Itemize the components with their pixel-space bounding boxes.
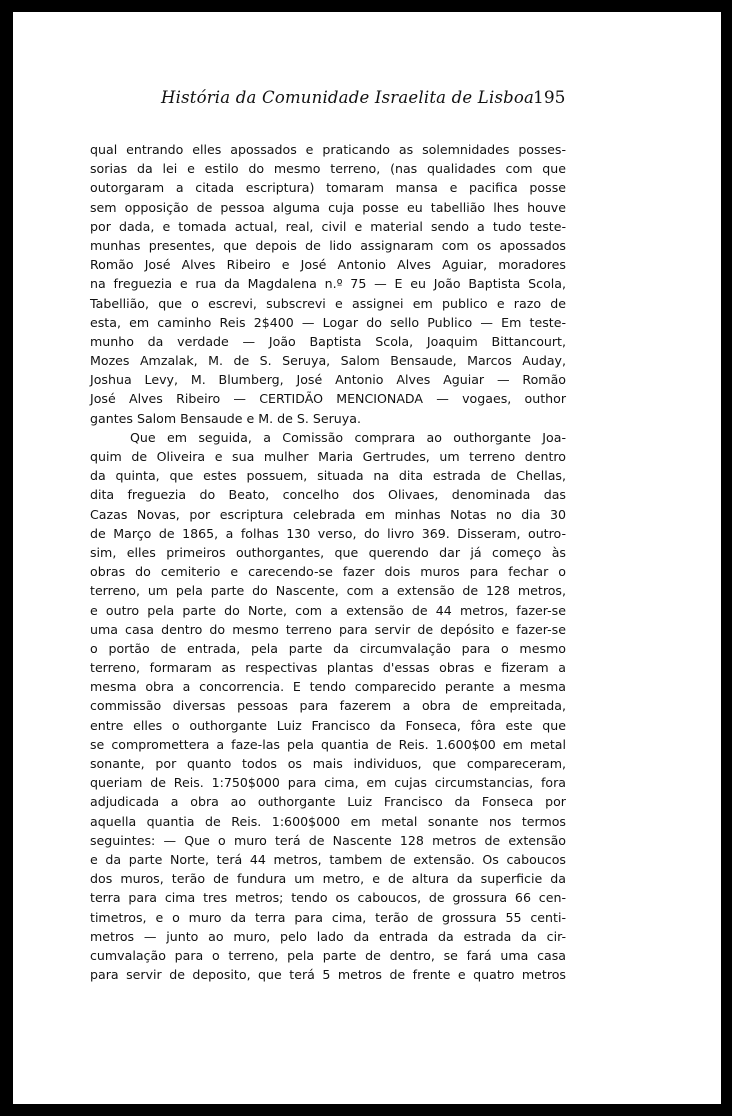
text-line: uma casa dentro do mesmo terreno para servir de depósito e fazer-se — [90, 621, 566, 637]
text-line: terreno, um pela parte do Nascente, com a extensão de 128 metros, — [90, 583, 566, 599]
text-line: Tabellião, que o escrevi, subscrevi e assignei em publico e razo de — [90, 295, 566, 311]
scanned-page — [13, 12, 721, 1104]
text-line: adjudicada a obra ao outhorgante Luiz Francisco da Fonseca por — [90, 794, 566, 810]
text-line: terra para cima tres metros; tendo os caboucos, de grossura 66 cen- — [90, 890, 566, 906]
text-line: esta, em caminho Reis 2$400 — Logar do sello Publico — Em teste- — [90, 314, 566, 330]
text-line: munho da verdade — João Baptista Scola, Joaquim Bittancourt, — [90, 333, 566, 349]
text-line: sonante, por quanto todos os mais individuos, que compareceram, — [90, 756, 566, 771]
text-line: sorias da lei e estilo do mesmo terreno, (nas qualidades com que — [90, 161, 566, 177]
text-line: quim de Oliveira e sua mulher Maria Gertrudes, um terreno dentro — [90, 449, 566, 464]
text-line: obras do cemiterio e carecendo-se fazer dois muros para fechar o — [90, 564, 566, 580]
page-header — [13, 88, 721, 116]
text-line: terreno, formaram as respectivas plantas d'essas obras e fizeram a — [90, 660, 566, 676]
text-line: gantes Salom Bensaude e M. de S. Seruya. — [90, 410, 361, 426]
text-line: queriam de Reis. 1:750$000 para cima, em cujas circumstancias, fora — [90, 775, 566, 791]
text-line: da quinta, que estes possuem, situada na dita estrada de Chellas, — [90, 468, 566, 484]
text-line: de Março de 1865, a folhas 130 verso, do livro 369. Disseram, outro- — [90, 525, 566, 541]
text-line: qual entrando elles apossados e praticando as solemnidades posses- — [90, 142, 566, 157]
paragraph — [90, 140, 566, 428]
text-line: Cazas Novas, por escriptura celebrada em minhas Notas no dia 30 — [90, 506, 566, 522]
page-number: 195 — [533, 88, 566, 108]
text-line: munhas presentes, que depois de lido assignaram com os apossados — [90, 237, 566, 253]
text-line: dos muros, terão de fundura um metro, e de altura da superficie da — [90, 871, 566, 887]
text-line: aquella quantia de Reis. 1:600$000 em metal sonante nos termos — [90, 813, 566, 829]
text-line: cumvalação para o terreno, pela parte de dentro, se fará uma casa — [90, 947, 566, 963]
text-line: sim, elles primeiros outhorgantes, que querendo dar já começo às — [90, 544, 566, 560]
text-line: Joshua Levy, M. Blumberg, José Antonio Alves Aguiar — Romão — [90, 372, 566, 388]
text-line: José Alves Ribeiro — CERTIDÃO MENCIONADA — vogaes, outhor — [90, 391, 566, 407]
text-line: seguintes: — Que o muro terá de Nascente 128 metros de extensão — [90, 832, 566, 848]
text-line: Romão José Alves Ribeiro e José Antonio Alves Aguiar, moradores — [90, 257, 566, 273]
text-line: metros — junto ao muro, pelo lado da entrada da estrada da cir- — [90, 928, 566, 944]
text-line: se compromettera a faze-las pela quantia de Reis. 1.600$00 em metal — [90, 736, 566, 752]
text-line: por dada, e tomada actual, real, civil e material sendo a tudo teste- — [90, 218, 566, 234]
text-line: para servir de deposito, que terá 5 metros de frente e quatro metros — [90, 967, 566, 983]
text-line: o portão de entrada, pela parte da circumvalação para o mesmo — [90, 640, 566, 656]
text-line: mesma obra a concorrencia. E tendo comparecido perante a mesma — [90, 679, 566, 695]
text-line: e outro pela parte do Norte, com a extensão de 44 metros, fazer-se — [90, 602, 566, 618]
text-line: outorgaram a citada escriptura) tomaram mansa e pacifica posse — [90, 180, 566, 196]
text-line: timetros, e o muro da terra para cima, terão de grossura 55 centi- — [90, 909, 566, 925]
paragraph — [90, 428, 566, 984]
text-line: entre elles o outhorgante Luiz Francisco da Fonseca, fôra este que — [90, 717, 566, 733]
text-line: dita freguezia do Beato, concelho dos Olivaes, denominada das — [90, 487, 566, 503]
text-line: commissão diversas pessoas para fazerem a obra de empreitada, — [90, 698, 566, 714]
body-text — [90, 140, 566, 984]
text-line: Mozes Amzalak, M. de S. Seruya, Salom Bensaude, Marcos Auday, — [90, 353, 566, 369]
running-title: História da Comunidade Israelita de Lisboa — [161, 88, 535, 107]
text-line: Que em seguida, a Comissão comprara ao outhorgante Joa- — [130, 429, 566, 445]
text-line: sem opposição de pessoa alguma cuja posse eu tabellião lhes houve — [90, 199, 566, 215]
text-line: na freguezia e rua da Magdalena n.º 75 — E eu João Baptista Scola, — [90, 276, 566, 292]
text-line: e da parte Norte, terá 44 metros, tambem de extensão. Os caboucos — [90, 851, 566, 867]
